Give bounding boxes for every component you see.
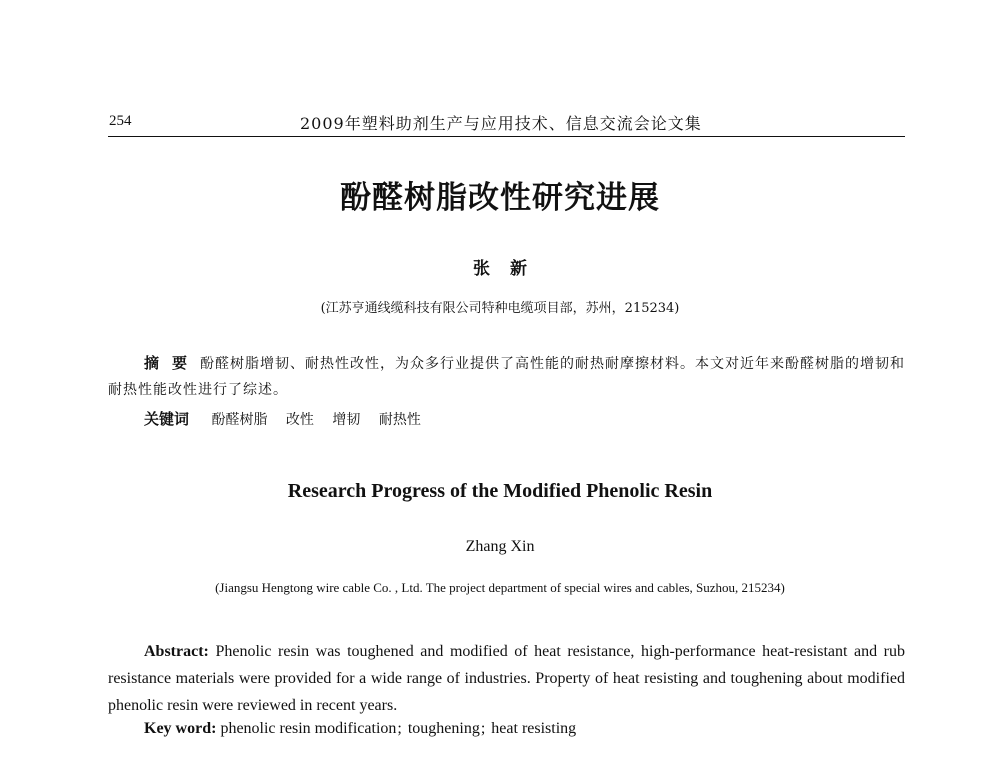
running-header: 2009年塑料助剂生产与应用技术、信息交流会论文集	[300, 114, 702, 133]
keywords-english	[144, 720, 576, 738]
keyword-chinese: 耐热性	[378, 412, 421, 428]
keywords-label-english: Key word:	[144, 720, 217, 737]
affiliation-english: (Jiangsu Hengtong wire cable Co. , Ltd. The project department of special wires and cables, Suzhou, 215234)	[215, 580, 785, 595]
keyword-chinese: 增韧	[332, 412, 361, 428]
author-english: Zhang Xin	[465, 538, 535, 555]
keyword-chinese: 酚醛树脂	[211, 412, 268, 428]
paper-title-chinese: 酚醛树脂改性研究进展	[340, 180, 660, 216]
abstract-text-english: Phenolic resin was toughened and modified of heat resistance, high-performance heat-resistant and rub resistance materials were provided for a wide range of industries. Property of heat resisting and toughening about modified phenolic resin were reviewed in recent years.	[108, 643, 905, 714]
keywords-chinese	[144, 406, 435, 433]
keyword-english: toughening	[407, 720, 480, 737]
paper-title-english: Research Progress of the Modified Phenolic Resin	[287, 480, 713, 502]
author-chinese: 张新	[473, 259, 547, 279]
keyword-english: heat resisting	[491, 720, 577, 737]
header-rule	[108, 136, 905, 137]
keywords-label-chinese: 关键词	[144, 410, 190, 428]
affiliation-chinese: (江苏亨通线缆科技有限公司特种电缆项目部，苏州，215234)	[320, 301, 680, 316]
abstract-english	[108, 638, 905, 719]
keyword-separator: ;	[480, 720, 486, 737]
abstract-text-chinese: 酚醛树脂增韧、耐热性改性，为众多行业提供了高性能的耐热耐摩擦材料。本文对近年来酚醛树脂的增韧和耐热性能改性进行了综述。	[108, 356, 906, 398]
abstract-label-english: Abstract:	[144, 643, 209, 660]
abstract-chinese	[108, 350, 905, 403]
page-number: 254	[109, 113, 132, 129]
abstract-label-chinese: 摘要	[144, 354, 201, 372]
keyword-separator: ;	[397, 720, 402, 737]
keyword-english: phenolic resin modification	[220, 720, 397, 737]
keyword-chinese: 改性	[285, 412, 314, 428]
